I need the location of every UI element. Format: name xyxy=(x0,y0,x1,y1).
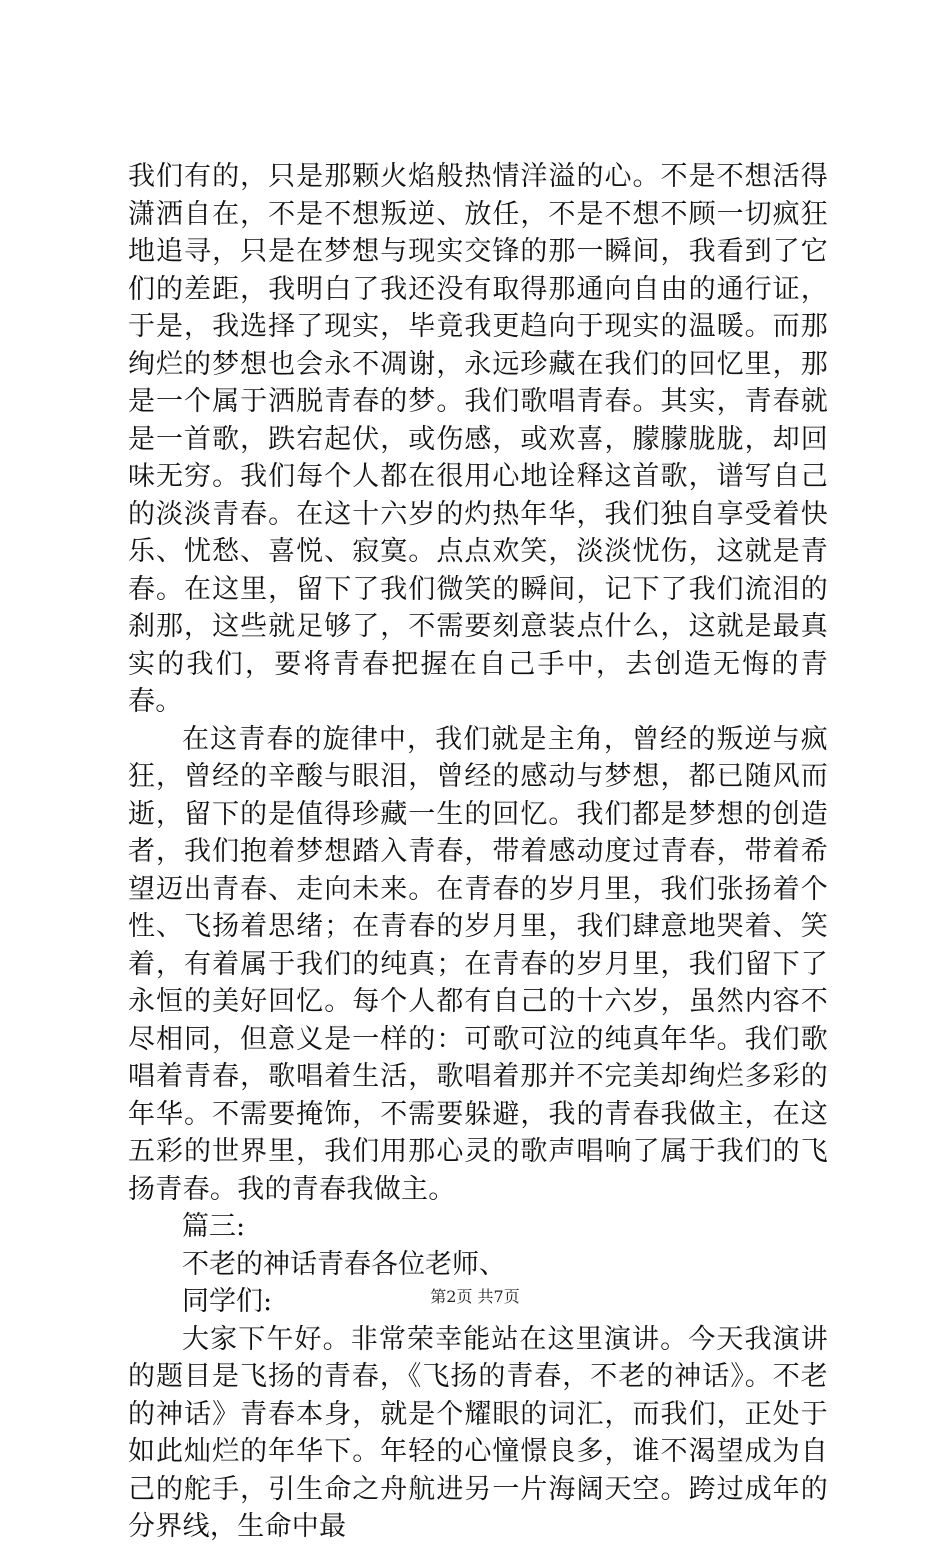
document-body xyxy=(128,158,828,1546)
speech-paragraph: 大家下午好。非常荣幸能站在这里演讲。今天我演讲的题目是飞扬的青春，《飞扬的青春，不老的神话》。不老的神话》青春本身，就是个耀眼的词汇，而我们，正处于如此灿烂的年华下。年轻的心憧憬良多，谁不渴望成为自己的舵手，引生命之舟航进另一片海阔天空。跨过成年的分界线，生命中最 xyxy=(128,1323,828,1542)
greeting-line: 同学们: xyxy=(182,1286,273,1317)
section-heading: 篇三: xyxy=(182,1211,246,1242)
speech-title-line: 不老的神话青春各位老师、 xyxy=(182,1248,506,1280)
paragraph-1: 我们有的，只是那颗火焰般热情洋溢的心。不是不想活得潇洒自在，不是不想叛逆、放任，不是不想不顾一切疯狂地追寻，只是在梦想与现实交锋的那一瞬间，我看到了它们的差距，我明白了我还没有取得那通向自由的通行证，于是，我选择了现实，毕竟我更趋向于现实的温暖。而那绚烂的梦想也会永不凋谢，永远珍藏在我们的回忆里，那是一个属于洒脱青春的梦。我们歌唱青春。其实，青春就是一首歌，跌宕起伏，或伤感，或欢喜，朦朦胧胧，却回味无穷。我们每个人都在很用心地诠释这首歌，谱写自己的淡淡青春。在这十六岁的灼热年华，我们独自享受着快乐、忧愁、喜悦、寂寞。点点欢笑，淡淡忧伤，这就是青春。在这里，留下了我们微笑的瞬间，记下了我们流泪的刹那，这些就足够了，不需要刻意装点什么，这就是最真实的我们，要将青春把握在自己手中，去创造无悔的青春。 xyxy=(128,161,828,717)
paragraph-2: 在这青春的旋律中，我们就是主角，曾经的叛逆与疯狂，曾经的辛酸与眼泪，曾经的感动与梦想，都已随风而逝，留下的是值得珍藏一生的回忆。我们都是梦想的创造者，我们抱着梦想踏入青春，带着感动度过青春，带着希望迈出青春、走向未来。在青春的岁月里，我们张扬着个性、飞扬着思绪；在青春的岁月里，我们肆意地哭着、笑着，有着属于我们的纯真；在青春的岁月里，我们留下了永恒的美好回忆。每个人都有自己的十六岁，虽然内容不尽相同，但意义是一样的：可歌可泣的纯真年华。我们歌唱着青春，歌唱着生活，歌唱着那并不完美却绚烂多彩的年华。不需要掩饰，不需要躲避，我的青春我做主，在这五彩的世界里，我们用那心灵的歌声唱响了属于我们的飞扬青春。我的青春我做主。 xyxy=(128,723,828,1205)
page-number-footer: 第2页 共7页 xyxy=(430,1287,520,1306)
